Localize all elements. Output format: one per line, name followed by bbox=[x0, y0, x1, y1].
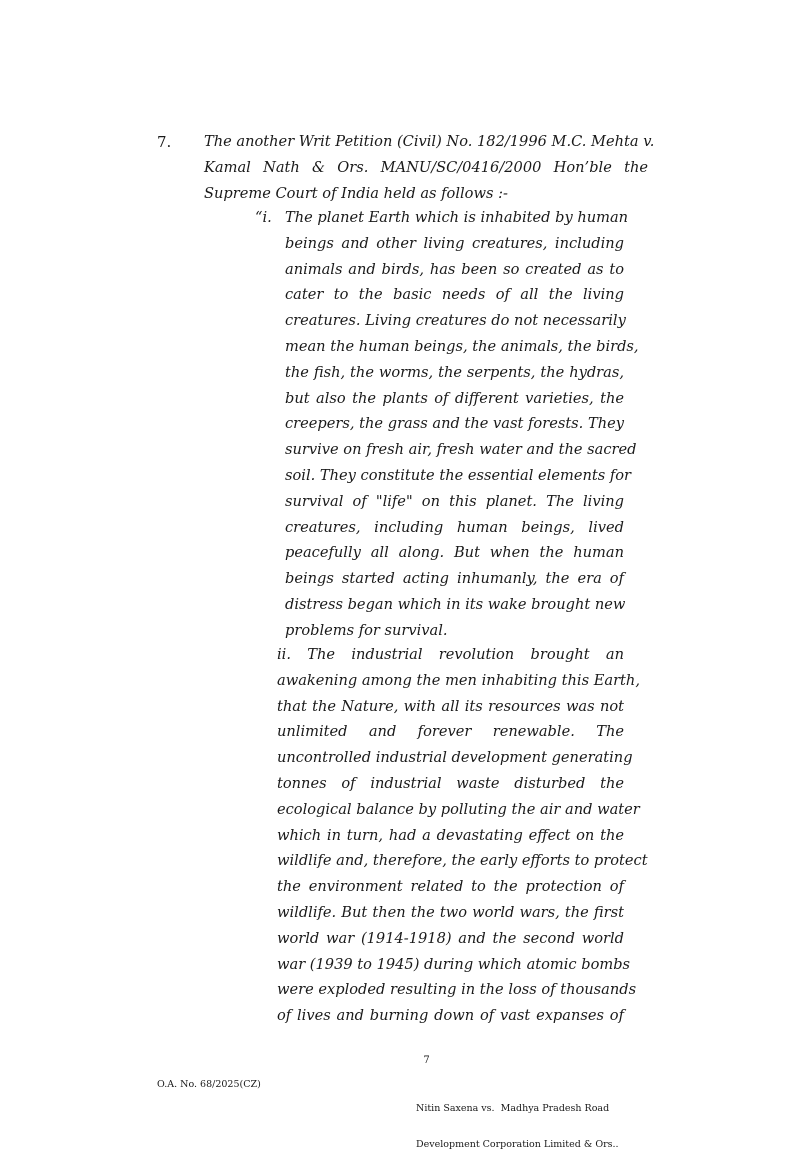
paragraph-number: 7. bbox=[157, 133, 172, 151]
quote-point-i-marker: “i. bbox=[255, 209, 272, 226]
quote-line: beings and other living creatures, including bbox=[285, 234, 624, 252]
quote-line: mean the human beings, the animals, the birds, bbox=[285, 337, 639, 355]
quote-line: ecological balance by polluting the air and water bbox=[277, 800, 640, 818]
intro-line: Supreme Court of India held as follows :- bbox=[204, 185, 508, 202]
footer-case-number: O.A. No. 68/2025(CZ) bbox=[157, 1079, 261, 1090]
quote-line: of lives and burning down of vast expanses of bbox=[277, 1007, 624, 1025]
quote-line: but also the plants of different varieties, the bbox=[285, 389, 624, 407]
quote-line: creatures, including human beings, lived bbox=[285, 518, 624, 536]
footer-case-title-line: Development Corporation Limited & Ors.. bbox=[416, 1139, 619, 1150]
quote-line: world war (1914-1918) and the second world bbox=[277, 929, 624, 947]
quote-line: peacefully all along. But when the human bbox=[285, 544, 624, 562]
quote-line: survival of "life" on this planet. The living bbox=[285, 492, 624, 510]
quote-line: that the Nature, with all its resources was not bbox=[277, 697, 624, 715]
intro-line: Kamal Nath & Ors. MANU/SC/0416/2000 Hon’ble the bbox=[204, 159, 648, 176]
quote-line: creatures. Living creatures do not necessarily bbox=[285, 312, 626, 330]
quote-line: the fish, the worms, the serpents, the hydras, bbox=[285, 363, 624, 381]
quote-line: uncontrolled industrial development generating bbox=[277, 749, 633, 767]
paragraph-intro bbox=[204, 129, 655, 207]
quote-point-ii bbox=[277, 642, 648, 1029]
quote-line: animals and birds, has been so created as to bbox=[285, 260, 624, 278]
quote-line: beings started acting inhumanly, the era of bbox=[285, 570, 624, 588]
quote-line: The planet Earth which is inhabited by human bbox=[285, 209, 629, 226]
quote-line: war (1939 to 1945) during which atomic bombs bbox=[277, 955, 631, 973]
footer-case-title bbox=[416, 1079, 619, 1175]
footer-case-title-line: Nitin Saxena vs. Madhya Pradesh Road bbox=[416, 1103, 610, 1114]
quote-line: distress began which in its wake brought new bbox=[285, 595, 626, 613]
quote-line: which in turn, had a devastating effect on the bbox=[277, 826, 624, 844]
quote-line: ii. The industrial revolution brought an bbox=[277, 646, 624, 663]
quote-line: wildlife and, therefore, the early efforts to protect bbox=[277, 852, 648, 870]
quote-line: were exploded resulting in the loss of thousands bbox=[277, 981, 637, 999]
quote-line: creepers, the grass and the vast forests. They bbox=[285, 415, 624, 433]
quote-line: survive on fresh air, fresh water and the sacred bbox=[285, 441, 637, 459]
intro-line: The another Writ Petition (Civil) No. 182/1996 M.C. Mehta v. bbox=[204, 133, 655, 150]
quote-point-i bbox=[285, 205, 639, 644]
quote-line: wildlife. But then the two world wars, the first bbox=[277, 903, 624, 921]
quote-line: the environment related to the protection of bbox=[277, 878, 624, 896]
quote-line: tonnes of industrial waste disturbed the bbox=[277, 774, 624, 792]
quote-line: awakening among the men inhabiting this Earth, bbox=[277, 671, 640, 689]
quote-line: problems for survival. bbox=[285, 621, 448, 639]
page-number: 7 bbox=[423, 1055, 430, 1066]
quote-line: unlimited and forever renewable. The bbox=[277, 723, 624, 741]
quote-line: cater to the basic needs of all the living bbox=[285, 286, 624, 304]
quote-line: soil. They constitute the essential elements for bbox=[285, 466, 632, 484]
